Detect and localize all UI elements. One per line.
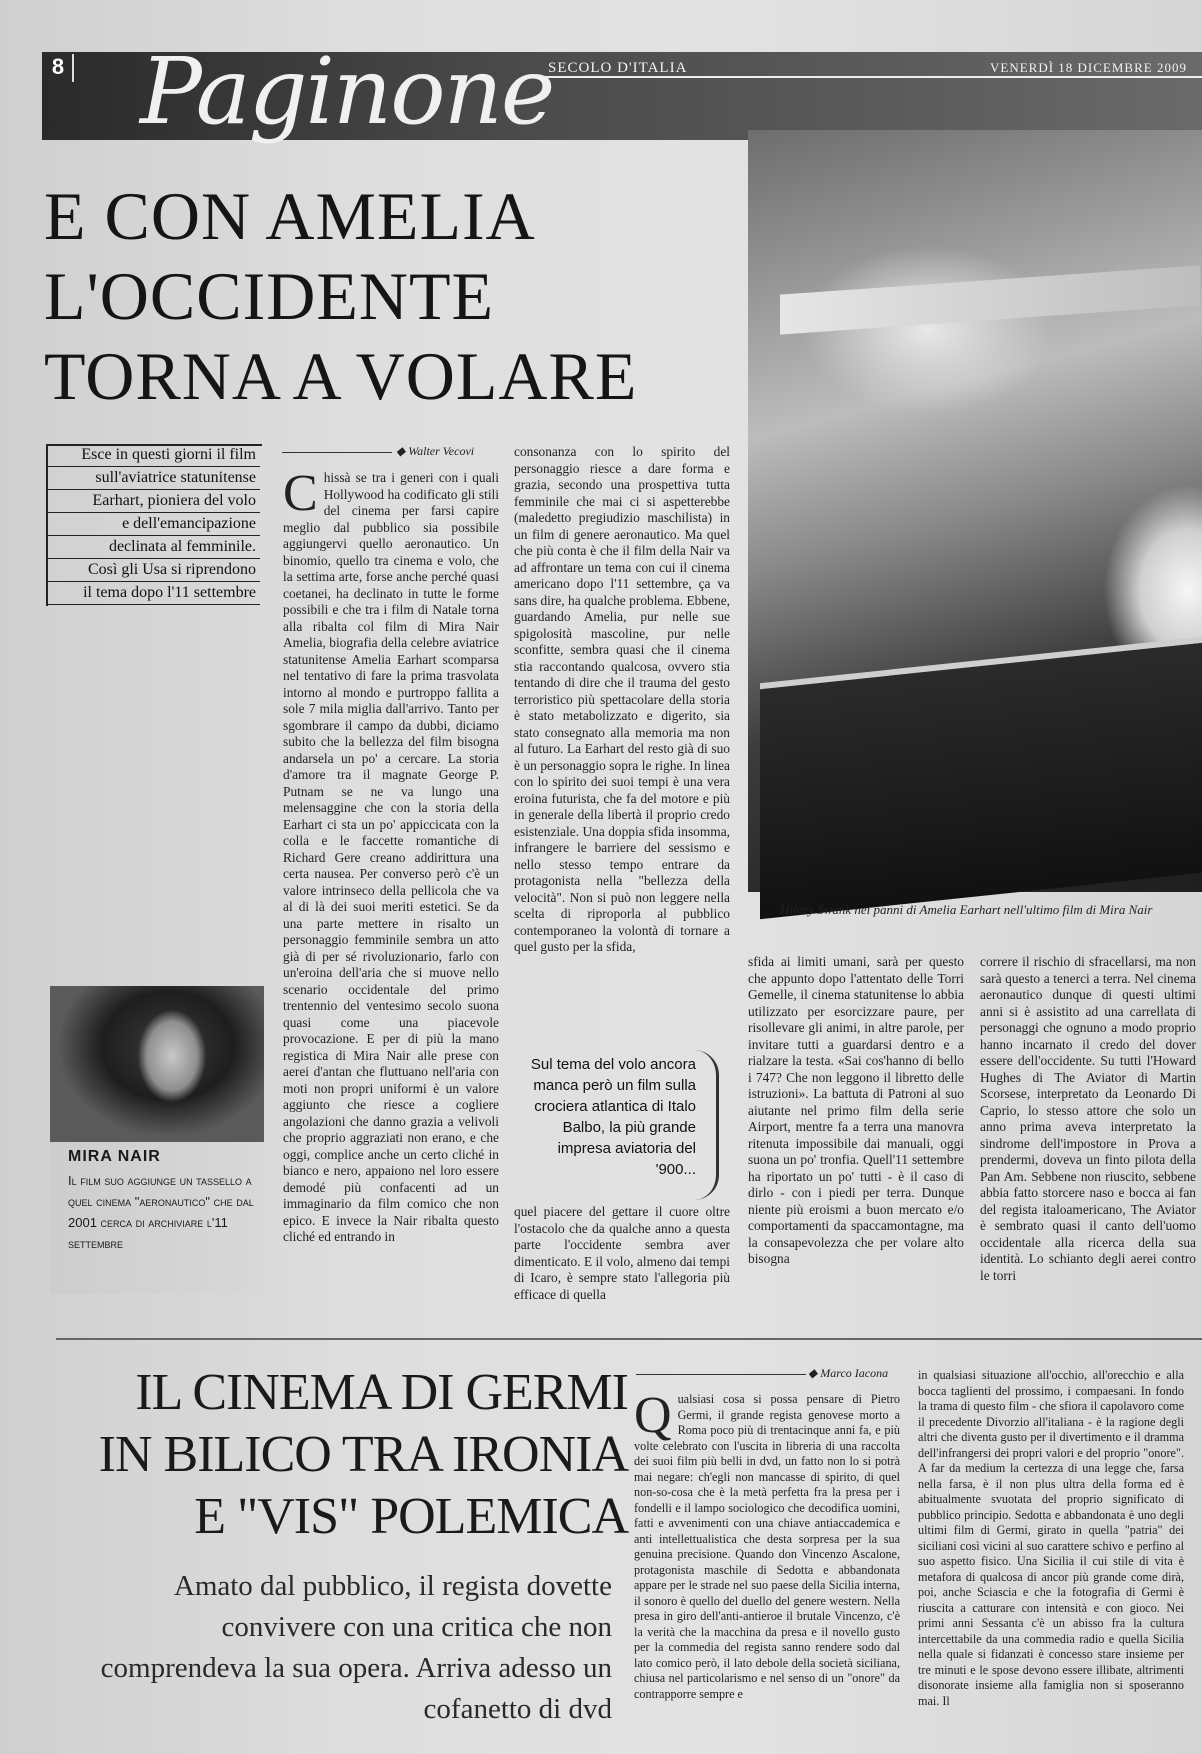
headline-line: E CON AMELIA bbox=[44, 178, 536, 254]
column-text: ualsiasi cosa si possa pensare di Pietro Germi, il grande regista genovese morto a Roma poco più di trentacinque anni fa, e più volte celebrato con l'uscita in libreria di una raccolta dei suoi film più belli in dvd, un fatto non lo si potrà mai negare: ch'egli non mancasse di spirito, di quel non-so-cosa che è la metà perfetta fra la presa per i fondelli e il lampo sociologico che decodifica uomini, fatti e avvenimenti con una chiave antiaccademica e anti intellettualistica che desta sorpresa per la sua genuina precisione. Quando don Vincenzo Ascalone, protagonista maschile di Sedotta e abbandonata appare per le strade nel suo paese della Sicilia interna, il sonoro è quello del duello del genere western. Nella presa in giro dell'anti-antieroe il brutale Vincenzo, c'è la verità che la macchina da presa e il novello gusto per la commedia del regista sanno rendere sodo dal lato comico però, il lato debole della società siciliana, chiusa nel particolarismo e nel senso di un "onore" da contrapporre sempre e bbox=[634, 1392, 900, 1701]
photo-cockpit bbox=[760, 637, 1202, 919]
headline-line: IN BILICO TRA IRONIA bbox=[98, 1426, 628, 1483]
pull-quote: Sul tema del volo ancora manca però un film sulla crociera atlantica di Italo Balbo, la più grande impresa aviatoria del '900... bbox=[530, 1056, 696, 1178]
column-text: quel piacere del gettare il cuore oltre l'ostacolo che da qualche anno a questa parte l'occidente sembra aver dimenticato. E il volo, almeno dai tempi di Icaro, è sempre stato l'allegoria più efficace di quella bbox=[514, 1204, 730, 1302]
pull-quote-brace bbox=[694, 1050, 719, 1200]
byline-author: Marco Iacona bbox=[820, 1366, 889, 1380]
deck-line: Esce in questi giorni il film bbox=[46, 444, 260, 467]
photo-caption: Hilary Swank nei panni di Amelia Earhart nell'ultimo film di Mira Nair bbox=[780, 902, 1153, 917]
article-deck bbox=[46, 444, 260, 605]
article-headline bbox=[58, 1362, 628, 1548]
article-column bbox=[283, 465, 499, 1300]
drop-cap: Q bbox=[634, 1387, 672, 1444]
byline-author: Walter Vecovi bbox=[408, 444, 475, 458]
article-column bbox=[748, 954, 964, 1300]
article-deck: Amato dal pubblico, il regista dovette convivere con una critica che non comprendeva la sua opera. Arriva adesso un cofanetto di dvd bbox=[100, 1570, 612, 1725]
deck-line: il tema dopo l'11 settembre bbox=[46, 582, 260, 605]
byline-rule bbox=[636, 1374, 806, 1375]
deck-line: sull'aviatrice statunitense bbox=[46, 467, 260, 490]
portrait-name: MIRA NAIR bbox=[68, 1148, 161, 1165]
column-text: sfida ai limiti umani, sarà per questo che appunto dopo l'attentato delle Torri Gemelle, il cinema statunitense lo abbia utilizzato per esorcizzare paure, per risollevare gli animi, in altre parole, per invitare tutti a guardarsi dentro e a rialzare la testa. «Sai cos'hanno di bello i 747? Che non leggono il libretto delle istruzioni». La battuta di Patroni al suo aiutante nel primo film della serie Airport, mentre fa a terra una manovra ritenuta impossibile dai manuali, oggi suona un po' tronfia. Quell'11 settembre ha riportato un po' tutti - è il caso di dirlo - con i piedi per terra. Dunque niente più eroismi a buon mercato e/o comportamenti da spaccamontagne, ma la consapevolezza che per volare alto bisogna bbox=[748, 954, 964, 1266]
byline bbox=[808, 1366, 888, 1381]
headline-line: L'OCCIDENTE bbox=[44, 258, 495, 334]
section-divider bbox=[56, 1338, 1202, 1340]
headline-line: IL CINEMA DI GERMI bbox=[135, 1364, 628, 1421]
drop-cap: C bbox=[283, 465, 318, 522]
deck-line: e dell'emancipazione bbox=[46, 513, 260, 536]
article-column bbox=[634, 1387, 900, 1754]
deck-line: declinata al femminile. bbox=[46, 536, 260, 559]
portrait-photo bbox=[50, 986, 264, 1142]
byline-rule bbox=[282, 452, 392, 453]
article-column bbox=[980, 954, 1196, 1300]
masthead: SECOLO D'ITALIA bbox=[548, 60, 688, 76]
section-name: Paginone bbox=[140, 38, 554, 145]
dateline: VENERDÌ 18 DICEMBRE 2009 bbox=[990, 60, 1187, 75]
portrait-caption: Il film suo aggiunge un tassello a quel cinema "aeronautico" che dal 2001 cerca di archiviare l'11 settembre bbox=[68, 1173, 254, 1251]
diamond-icon: ◆ bbox=[808, 1366, 821, 1380]
article-column bbox=[514, 444, 730, 954]
page-number: 8 bbox=[44, 54, 74, 82]
column-text: correre il rischio di sfracellarsi, ma non sarà questo a tenerci a terra. Nel cinema aeronautico dunque di questi ultimi anni si è assistito ad una carrellata di personaggi che ognuno a modo proprio hanno incarnato il credo del dover essere dell'occidente. Su tutti l'Howard Hughes di The Aviator di Martin Scorsese, interpretato da Leonardo Di Caprio, lo stesso attore che solo un anno prima aveva interpretato la sindrome dell'impostore in Prova a prendermi, doveva un finto pilota della Pan Am. Sebbene non riuscito, sebbene abbia fatto storcere naso e bocca ai fan del regista italoamericano, The Aviator è sembrato quasi il canto dell'uomo occidentale alla ricerca della sua identità. Lo schianto degli aerei contro le torri bbox=[980, 954, 1196, 1283]
headline-line: TORNA A VOLARE bbox=[44, 338, 638, 414]
headline-line: E "VIS" POLEMICA bbox=[194, 1488, 628, 1545]
byline bbox=[396, 444, 474, 459]
column-text: in qualsiasi situazione all'occhio, all'orecchio e alla bocca taglienti del prossimo, i compaesani. In fondo la trama di questo film - che sfiora il capolavoro come il precedente Divorzio all'italiana - è la ragione degli altri che diventa gusto per il divertimento e il dramma dell'infrangersi dei propri valori e del proprio "onore". A far da medium la certezza di una legge che, farsa nella farsa, è il non plus ultra della forma ed è abitualmente svuotata del proprio significato di pubblico principio. Sedotta e abbandonata è uno degli ultimi film di Germi, girato in quella "patria" dei siciliani così vicini al suo carattere schivo e perfino al suo aspetto fisico. Una Sicilia il cui stile di vita è metafora di qualcosa di ancor più grande come dirà, poi, anche Sciascia e che la fotografia di Germi è riuscita a catturare con intensità e con gioco. Nei primi anni Sessanta c'è un abisso fra la cultura intercettabile da una commedia radio e quella Sicilia nella quale si fidanzati è concesso stare insieme per tre minuti e le spose devono essere illibate, altrimenti disonorate insieme alla famiglia non si sposeranno mai. Il bbox=[918, 1368, 1184, 1708]
article-column bbox=[514, 1204, 730, 1300]
diamond-icon: ◆ bbox=[396, 444, 409, 458]
deck-line: Così gli Usa si riprendono bbox=[46, 559, 260, 582]
deck-line: Earhart, pioniera del volo bbox=[46, 490, 260, 513]
column-text: hissà se tra i generi con i quali Hollywood ha codificato gli stili del cinema per farsi capire meglio dal pubblico sia possibile aggiungervi quello aeronautico. Un binomio, quello tra cinema e volo, che la settima arte, forse anche perché quasi coetanei, ha declinato in tutte le forme possibili e che tra i film di Natale torna alla ribalta col film di Mira Nair Amelia, biografia della celebre aviatrice statunitense Amelia Earhart scomparsa nel tentativo di fare la prima trasvolata intorno al mondo e purtroppo fallita a sole 7 mila miglia dall'arrivo. Tanto per sgombrare il campo da dubbi, diciamo subito che la bellezza del film bisogna andarsela un po' a cercare. La storia d'amore tra il magnate George P. Putnam se ne va lungo una melensaggine che con la storia della Earhart ci sta un po' appiccicata con la colla e le faccette romantiche di Richard Gere creano addirittura una certa nausea. Per converso però c'è un valore intrinseco della pellicola che va al di là dei suoi meriti estetici. Se da una parte mettere in risalto un personaggio femminile sembra un atto già di per sé rivoluzionario, farlo con un'eroina dell'aria che si muove nello scenario occidentale del primo trentennio del ventesimo secolo suona quasi come una piacevole provocazione. E per di più la mano registica di Mira Nair alle prese con aerei d'antan che fluttuano nell'aria con moti non propri uniformi è un valore aggiunto che riesce a cogliere angolazioni che danno grazia a velivoli che proprio aggraziati non erano, e che oggi, complice anche un certo cliché in bianco e nero, appaiono nel loro essere demodé più confacenti ad un immaginario da film comico che non epico. E invece la Nair ribalta questo cliché ed entrando in bbox=[283, 470, 499, 1244]
column-text: consonanza con lo spirito del personaggio riesce a dare forma e grazia, secondo una prospettiva tutta femminile che mai ci si aspetterebbe (maledetto pregiudizio maschilista) in un film di genere aeronautico. Ma quel che più conta è che il film della Nair va ad affrontare un tema con cui il cinema americano dopo l'11 settembre, ça va sans dire, ha qualche problema. Ebbene, guardando Amelia, pur nelle sue spigolosità mascoline, pur nelle sconfitte, sembra quasi che il cinema stia raccontando qualcosa, ovvero stia tentando di dire che il trauma del gesto terroristico più spettacolare della storia è stato metabolizzato e digerito, sia stato consegnato alla memoria ma non al futuro. La Earhart del resto già di suo è un personaggio sopra le righe. In linea con lo spirito dei suoi tempi è una vera eroina futurista, che fa del motore e più in generale della libertà il proprio credo esistenziale. Una doppia sfida insomma, infrangere le barriere del sessismo e nello stesso tempo entrare da protagonista nella "bellezza della velocità". Non si può non leggere nella scelta di riproporla al pubblico contemporaneo la volontà di tornare a quel gusto per la sfida, bbox=[514, 444, 730, 954]
article-column bbox=[918, 1368, 1184, 1754]
article-headline bbox=[44, 176, 744, 416]
